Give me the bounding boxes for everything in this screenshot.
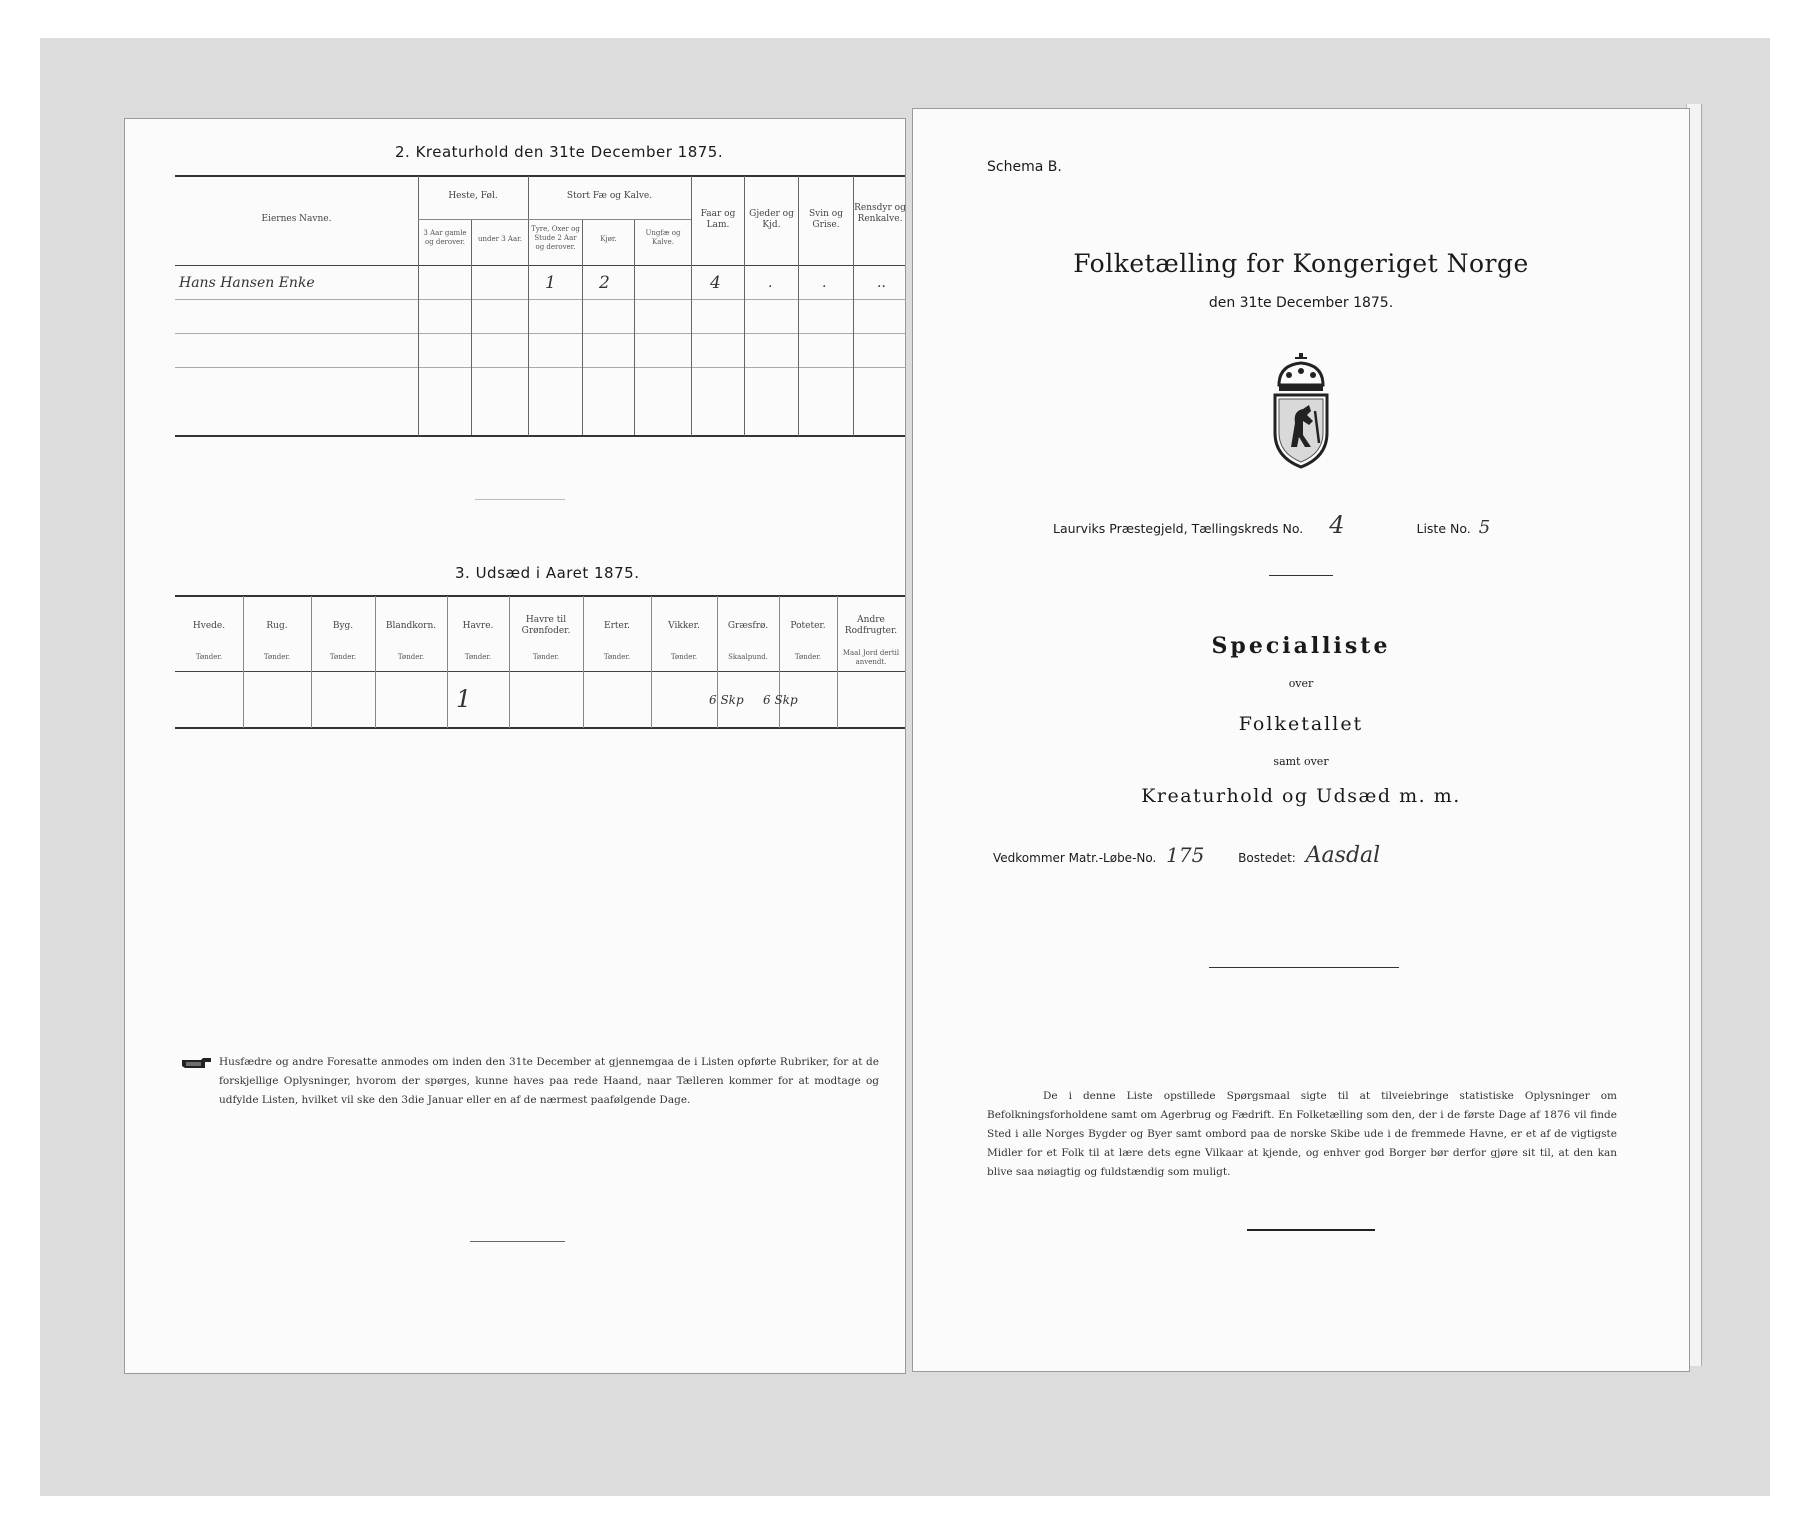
svin-value: .: [822, 275, 827, 291]
tyre-value: 1: [545, 273, 556, 293]
table3-unit-3: Tønder.: [329, 653, 357, 661]
table3-header-1: Hvede.: [192, 621, 226, 631]
parish-label: Laurviks Præstegjeld, Tællingskreds No.: [1053, 521, 1304, 536]
table3-header-4: Blandkorn.: [385, 621, 437, 631]
poteter-value: 6 Skp: [763, 693, 798, 707]
matr-no-value: 175: [1166, 843, 1205, 867]
divider: [470, 1241, 565, 1242]
matr-label: Vedkommer Matr.-Løbe-No.: [993, 851, 1157, 865]
table3-header-2: Rug.: [266, 621, 288, 631]
right-page: [912, 108, 1690, 1372]
table3-unit-1: Tønder.: [195, 653, 223, 661]
left-page: [124, 118, 906, 1374]
graesfro-value: 6 Skp: [709, 693, 744, 707]
table2-row-rule: [175, 333, 905, 334]
kreds-no-value: 4: [1329, 511, 1345, 539]
matr-line: [993, 843, 1380, 868]
table2-col-divider: [471, 219, 472, 435]
table2-row-rule: [175, 367, 905, 368]
table2-col-divider: [582, 219, 583, 435]
faar-value: 4: [710, 273, 721, 293]
table3-unit-8: Tønder.: [670, 653, 698, 661]
footnote: Husfædre og andre Foresatte anmodes om inden den 31te December at gjennemgaa de i Listen opførte Rubriker, for at de forskjellige Oplysninger, hvorom der spørges, kunne haves paa rede Haand, naar Tælleren kommer for at modtage og udfylde Listen, hvilket vil ske den 3die Januar eller en af de nærmest paafølgende Dage.: [219, 1056, 879, 1106]
section2-title: 2. Kreaturhold den 31te December 1875.: [395, 143, 724, 161]
bostedet-value: Aasdal: [1305, 843, 1381, 868]
table2-col-divider: [528, 176, 529, 436]
table2-col-divider: [691, 176, 692, 436]
col-cattle-c-header: Ungfæ og Kalve.: [645, 229, 681, 246]
table3-col-divider: [447, 596, 448, 728]
census-date: den 31te December 1875.: [1208, 295, 1394, 311]
samt-over-text: samt over: [1273, 755, 1329, 768]
liste-label: Liste No.: [1416, 521, 1471, 536]
havre-value: 1: [456, 685, 472, 713]
table3-col-divider: [651, 596, 652, 728]
owner-name-cell: Hans Hansen Enke: [179, 275, 315, 291]
table3-col-divider: [779, 596, 780, 728]
table3-header-5: Havre.: [462, 621, 494, 631]
table3-col-divider: [583, 596, 584, 728]
pointing-hand-icon: [181, 1055, 213, 1071]
coat-of-arms-icon: [1269, 351, 1333, 469]
col-cattle-a-header: Tyre, Oxer og Stude 2 Aar og derover.: [531, 225, 580, 251]
table3-header-10: Poteter.: [790, 621, 826, 631]
table3-header-rule: [175, 671, 905, 672]
table3-top-rule: [175, 595, 905, 597]
table3-bottom-rule: [175, 727, 905, 729]
table2-bottom-rule: [175, 435, 905, 437]
schema-label: Schema B.: [987, 159, 1062, 175]
liste-no-value: 5: [1478, 517, 1491, 538]
divider: [1247, 1229, 1375, 1231]
table2-group-rule: [418, 219, 691, 220]
table3-unit-11: Maal Jord dertil anvendt.: [842, 649, 900, 666]
col-cattle-b-header: Kjør.: [600, 235, 617, 243]
table2-row-rule: [175, 299, 905, 300]
divider: [1209, 967, 1399, 968]
table3-header-7: Erter.: [604, 621, 630, 631]
col-owner-header: Eiernes Navne.: [261, 214, 332, 224]
specialliste-heading: Specialliste: [1211, 633, 1391, 659]
table2-col-divider: [744, 176, 745, 436]
table3-unit-4: Tønder.: [397, 653, 425, 661]
group-horses-header: Heste, Føl.: [448, 191, 498, 201]
over-text-1: over: [1288, 677, 1314, 690]
table2-top-rule: [175, 175, 905, 177]
table3-unit-5: Tønder.: [464, 653, 492, 661]
table3-header-8: Vikker.: [668, 621, 700, 631]
table3-col-divider: [717, 596, 718, 728]
kreaturhold-heading: Kreaturhold og Udsæd m. m.: [1141, 785, 1461, 807]
rensdyr-value: ..: [877, 275, 886, 291]
divider: [1269, 575, 1333, 576]
explanatory-note: De i denne Liste opstillede Spørgsmaal sigte til at tilveiebringe statistiske Oplysninger om Befolkningsforholdene samt om Agerbrug og Fædrift. En Folketælling som den, der i de første Dage af 1876 vil finde Sted i alle Norges Bygder og Byer samt ombord paa de norske Skibe ude i de fremmede Havne, er et af de vigtigste Midler for et Folk til at lære dets egne Vilkaar at kjende, og enhver god Borger bør derfor gjøre sit til, at den kan blive saa nøiagtig og fuldstændig som muligt.: [987, 1090, 1617, 1178]
divider: [475, 499, 565, 500]
table3-header-11: Andre Rodfrugter.: [844, 615, 898, 636]
parish-line: [1053, 511, 1490, 539]
col-goats-header: Gjeder og Kjd.: [749, 209, 794, 230]
col-pigs-header: Svin og Grise.: [809, 209, 843, 230]
table2-header-rule: [175, 265, 905, 266]
col-horses-a-header: 3 Aar gamle og derover.: [423, 229, 467, 246]
table3-unit-6: Tønder.: [532, 653, 560, 661]
table3-header-3: Byg.: [332, 621, 354, 631]
table3-unit-9: Skaalpund.: [728, 653, 768, 661]
table3-col-divider: [375, 596, 376, 728]
table3-unit-2: Tønder.: [263, 653, 291, 661]
table3-col-divider: [311, 596, 312, 728]
kjor-value: 2: [599, 273, 610, 293]
table3-unit-10: Tønder.: [794, 653, 822, 661]
table3-col-divider: [243, 596, 244, 728]
table3-header-6: Havre til Grønfoder.: [521, 615, 571, 636]
group-cattle-header: Stort Fæ og Kalve.: [566, 191, 653, 201]
gjeder-value: .: [768, 275, 773, 291]
col-reindeer-header: Rensdyr og Renkalve.: [854, 203, 906, 224]
page-title: Folketælling for Kongeriget Norge: [1073, 249, 1529, 278]
section3-title: 3. Udsæd i Aaret 1875.: [455, 564, 640, 582]
bostedet-label: Bostedet:: [1238, 851, 1296, 865]
table2-col-divider: [418, 176, 419, 436]
table3-unit-7: Tønder.: [603, 653, 631, 661]
folketallet-heading: Folketallet: [1238, 713, 1364, 735]
table3-header-9: Græsfrø.: [727, 621, 769, 631]
table2-col-divider: [798, 176, 799, 436]
table2-col-divider: [634, 219, 635, 435]
col-sheep-header: Faar og Lam.: [700, 209, 736, 230]
col-horses-b-header: under 3 Aar.: [478, 235, 522, 243]
